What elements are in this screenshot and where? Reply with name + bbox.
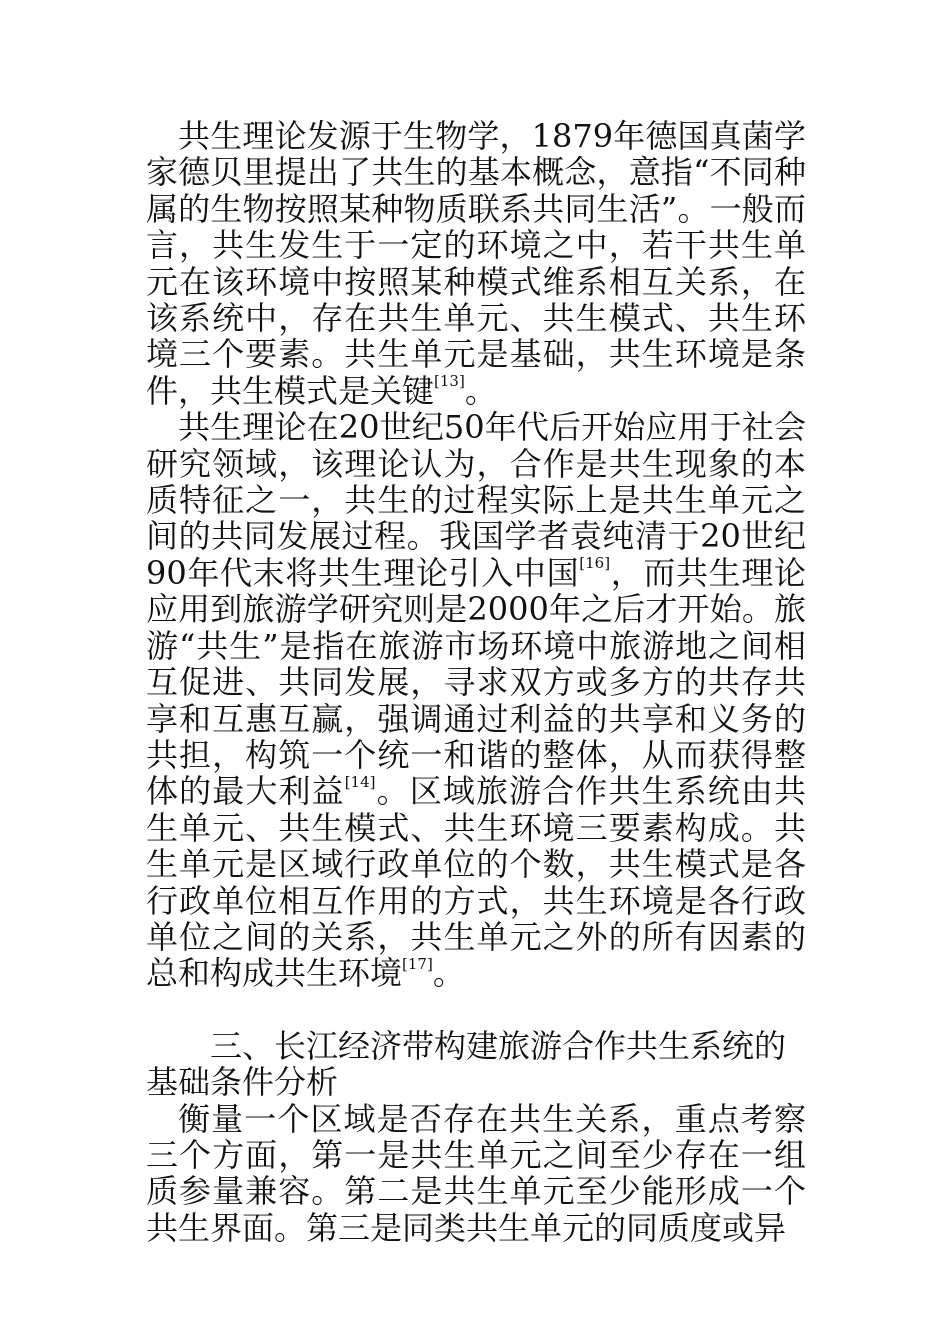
- paragraph-symbiosis-origin: [146, 118, 806, 409]
- section-body-paragraph: 衡量一个区域是否存在共生关系，重点考察三个方面，第一是共生单元之间至少存在一组质参量兼容。第二是共生单元至少能形成一个共生界面。第三是同类共生单元的同质度或异: [146, 1099, 806, 1247]
- paragraph-text: 共生理论发源于生物学，1879年德国真菌学家德贝里提出了共生的基本概念，意指“不同种属的生物按照某种物质联系共同生活”。一般而言，共生发生于一定的环境之中，若干共生单元在该环境中按照某种模式维系相互关系，在该系统中，存在共生单元、共生模式、共生环境三个要素。共生单元是基础，共生环境是条件，共生模式是关键: [146, 117, 806, 410]
- paragraph-text: 共生理论在20世纪50年代后开始应用于社会研究领域，该理论认为，合作是共生现象的本质特征之一，共生的过程实际上是共生单元之间的共同发展过程。我国学者袁纯清于20世纪90年代末将共生理论引入中国: [146, 408, 806, 592]
- paragraph-spacer: [146, 992, 806, 1028]
- section-heading: 三、长江经济带构建旅游合作共生系统的基础条件分析: [146, 1026, 787, 1102]
- citation-marker: [14]: [344, 772, 376, 791]
- paragraph-text: 。: [464, 371, 497, 410]
- citation-marker: [16]: [579, 554, 611, 573]
- paragraph-text: 。区域旅游合作共生系统由共生单元、共生模式、共生环境三要素构成。共生单元是区域行政单位的个数，共生模式是各行政单位相互作用的方式，共生环境是各行政单位之间的关系，共生单元之外的所有因素的总和构成共生环境: [146, 772, 806, 993]
- paragraph-text: 。: [432, 954, 465, 993]
- paragraph-symbiosis-tourism: [146, 409, 806, 992]
- citation-marker: [17]: [402, 954, 433, 973]
- paragraph-text: ，而共生理论应用到旅游学研究则是2000年之后才开始。旅游“共生”是指在旅游市场环境中旅游地之间相互促进、共同发展，寻求双方或多方的共存共享和互惠互赢，强调通过利益的共享和义务的共担，构筑一个统一和谐的整体，从而获得整体的最大利益: [146, 553, 806, 811]
- citation-marker: [13]: [434, 372, 465, 391]
- document-page: [146, 118, 806, 1246]
